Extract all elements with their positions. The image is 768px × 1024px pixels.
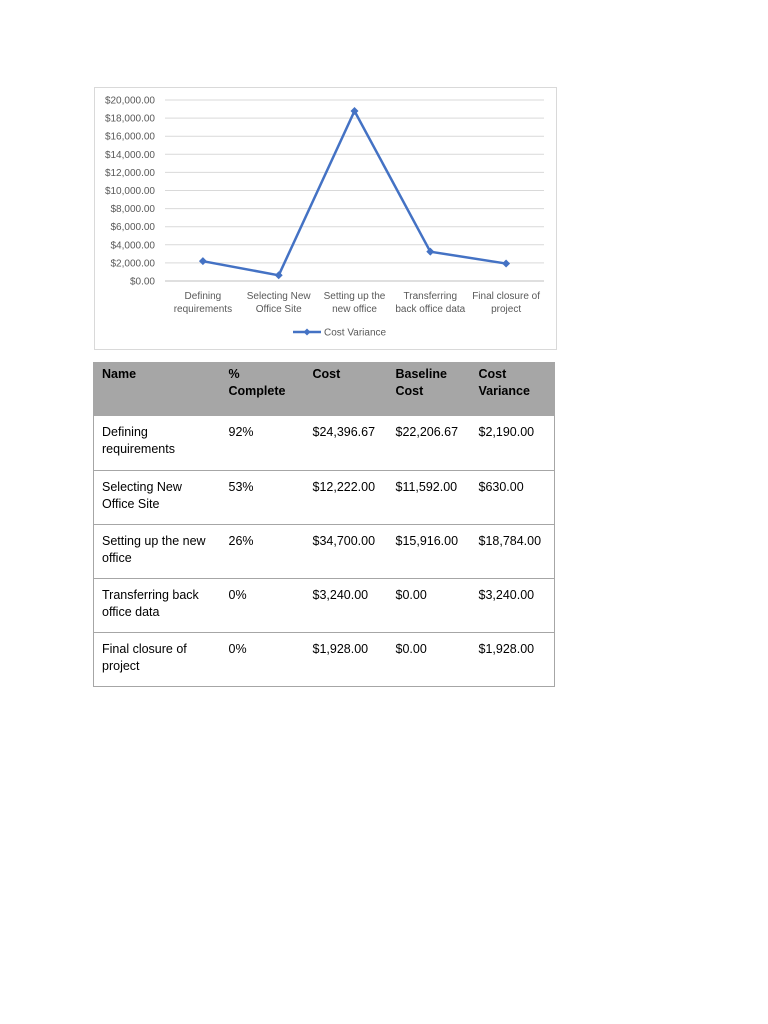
header-baseline-cost: Baseline Cost — [395, 367, 447, 398]
x-tick-label: Selecting New — [246, 291, 311, 302]
table-row — [94, 470, 555, 524]
cost-variance-chart — [94, 87, 557, 350]
cell-baseline: $0.00 — [395, 587, 427, 602]
data-point — [502, 260, 510, 268]
x-tick-label: Transferring — [403, 291, 458, 302]
cell-baseline: $11,592.00 — [395, 479, 458, 494]
y-tick-label: $0.00 — [129, 276, 155, 288]
x-tick-label: Final closure of — [472, 291, 541, 302]
chart-svg — [95, 88, 558, 351]
cell-complete: 0% — [228, 641, 247, 656]
cell-complete: 92% — [228, 425, 254, 439]
x-tick-label: Setting up the — [323, 291, 386, 302]
cost-table — [93, 362, 555, 687]
cell-cost: $3,240.00 — [312, 587, 369, 602]
table-row — [94, 632, 555, 686]
x-tick-label: project — [491, 304, 522, 315]
table-row — [94, 524, 555, 578]
y-tick-label: $20,000.00 — [104, 95, 155, 107]
x-tick-label: requirements — [173, 304, 233, 315]
y-tick-label: $4,000.00 — [110, 240, 155, 252]
legend-label: Cost Variance — [324, 327, 387, 339]
y-tick-label: $10,000.00 — [104, 186, 155, 197]
y-tick-label: $14,000.00 — [104, 149, 155, 161]
cell-name: Selecting New Office Site — [102, 479, 182, 511]
cell-baseline: $22,206.67 — [395, 425, 459, 439]
cell-name: Final closure of project — [102, 641, 187, 673]
header-cost-variance: Cost Variance — [478, 367, 530, 398]
cell-complete: 0% — [228, 587, 247, 602]
cell-baseline: $0.00 — [395, 641, 427, 656]
y-tick-label: $18,000.00 — [104, 113, 155, 125]
y-tick-label: $6,000.00 — [110, 222, 155, 234]
cell-complete: 26% — [228, 533, 254, 548]
data-point — [275, 271, 283, 279]
x-tick-label: Office Site — [255, 304, 302, 315]
header-name: Name — [102, 367, 137, 381]
x-tick-label: new office — [332, 304, 377, 315]
y-tick-label: $2,000.00 — [110, 258, 155, 270]
cell-name: Setting up the new office — [102, 533, 206, 565]
series-line — [203, 111, 506, 275]
y-tick-label: $8,000.00 — [110, 204, 155, 216]
table-header-row — [94, 362, 555, 416]
cell-variance: $2,190.00 — [478, 425, 535, 439]
header-cost: Cost — [312, 367, 341, 381]
cell-baseline: $15,916.00 — [395, 533, 459, 548]
data-point — [199, 257, 207, 265]
cell-complete: 53% — [228, 479, 254, 494]
y-tick-label: $12,000.00 — [104, 167, 155, 179]
cell-name: Defining requirements — [102, 425, 175, 456]
table-row — [94, 578, 555, 632]
cell-name: Transferring back office data — [102, 587, 199, 619]
cell-cost: $1,928.00 — [312, 641, 369, 656]
cell-variance: $18,784.00 — [478, 533, 542, 548]
cell-cost: $34,700.00 — [312, 533, 376, 548]
x-tick-label: back office data — [395, 304, 466, 315]
y-tick-label: $16,000.00 — [104, 131, 155, 143]
legend-marker — [304, 329, 311, 336]
cell-variance: $630.00 — [478, 479, 524, 494]
cell-cost: $24,396.67 — [312, 425, 376, 439]
cell-variance: $1,928.00 — [478, 641, 535, 656]
header-complete: % Complete — [228, 367, 286, 398]
cell-cost: $12,222.00 — [312, 479, 376, 494]
x-tick-label: Defining — [184, 291, 222, 302]
cell-variance: $3,240.00 — [478, 587, 535, 602]
table-row — [94, 416, 555, 470]
